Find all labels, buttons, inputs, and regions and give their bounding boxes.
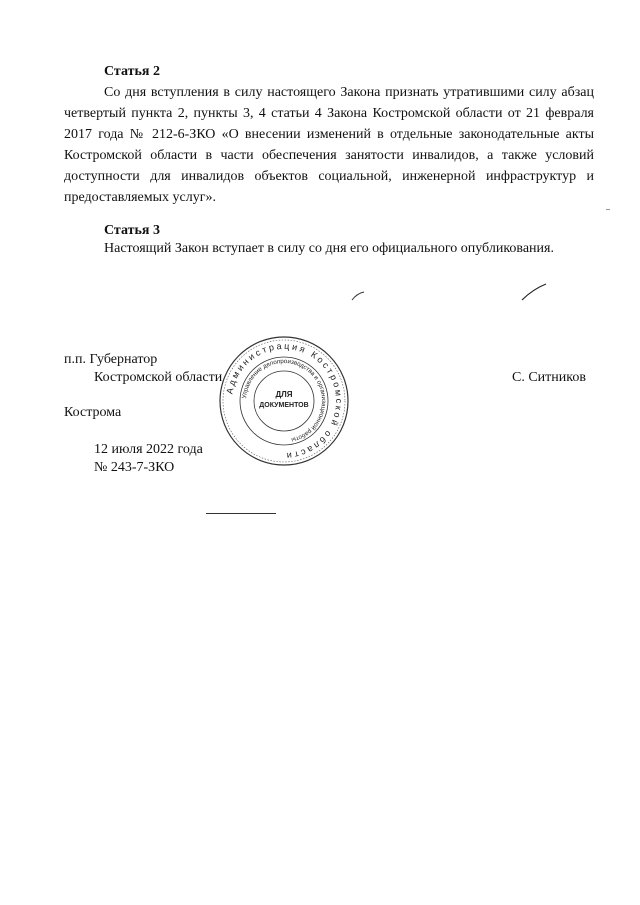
scan-mark: [606, 209, 610, 210]
signatory-title: п.п. Губернатор: [64, 352, 158, 367]
signatory-name: С. Ситников: [512, 370, 586, 385]
place-name: Кострома: [64, 405, 122, 420]
article-3-heading: Статья 3: [104, 223, 160, 238]
stamp-inner-text: Управление делопроизводства и организационной работы: [241, 357, 328, 444]
stamp-center-line2: ДОКУМЕНТОВ: [259, 402, 309, 409]
pen-mark: [350, 290, 366, 302]
signatory-region: Костромской области: [94, 370, 223, 385]
closing-rule: [206, 513, 276, 514]
stamp-outer-text: Администрация Костромской области: [224, 340, 345, 462]
article-2-heading: Статья 2: [104, 64, 160, 79]
article-2-body: Со дня вступления в силу настоящего Закона признать утратившими силу абзац четвертый пункта 2, пункты 3, 4 статьи 4 Закона Костромской области от 21 февраля 2017 года № 212-6-ЗКО «О внесении изменений в отдельные законодательные акты Костромской области в части обеспечения занятости инвалидов, а также условий доступности для инвалидов объектов социальной, инженерной инфраструктур и предоставляемых услуг».: [64, 85, 594, 205]
official-stamp: [217, 334, 351, 468]
signing-date: 12 июля 2022 года: [94, 442, 203, 457]
law-number: № 243-7-ЗКО: [94, 460, 175, 475]
stamp-center-line1: ДЛЯ: [275, 390, 293, 399]
signature-stroke: [520, 282, 548, 302]
article-3-body: Настоящий Закон вступает в силу со дня его официального опубликования.: [104, 241, 554, 256]
